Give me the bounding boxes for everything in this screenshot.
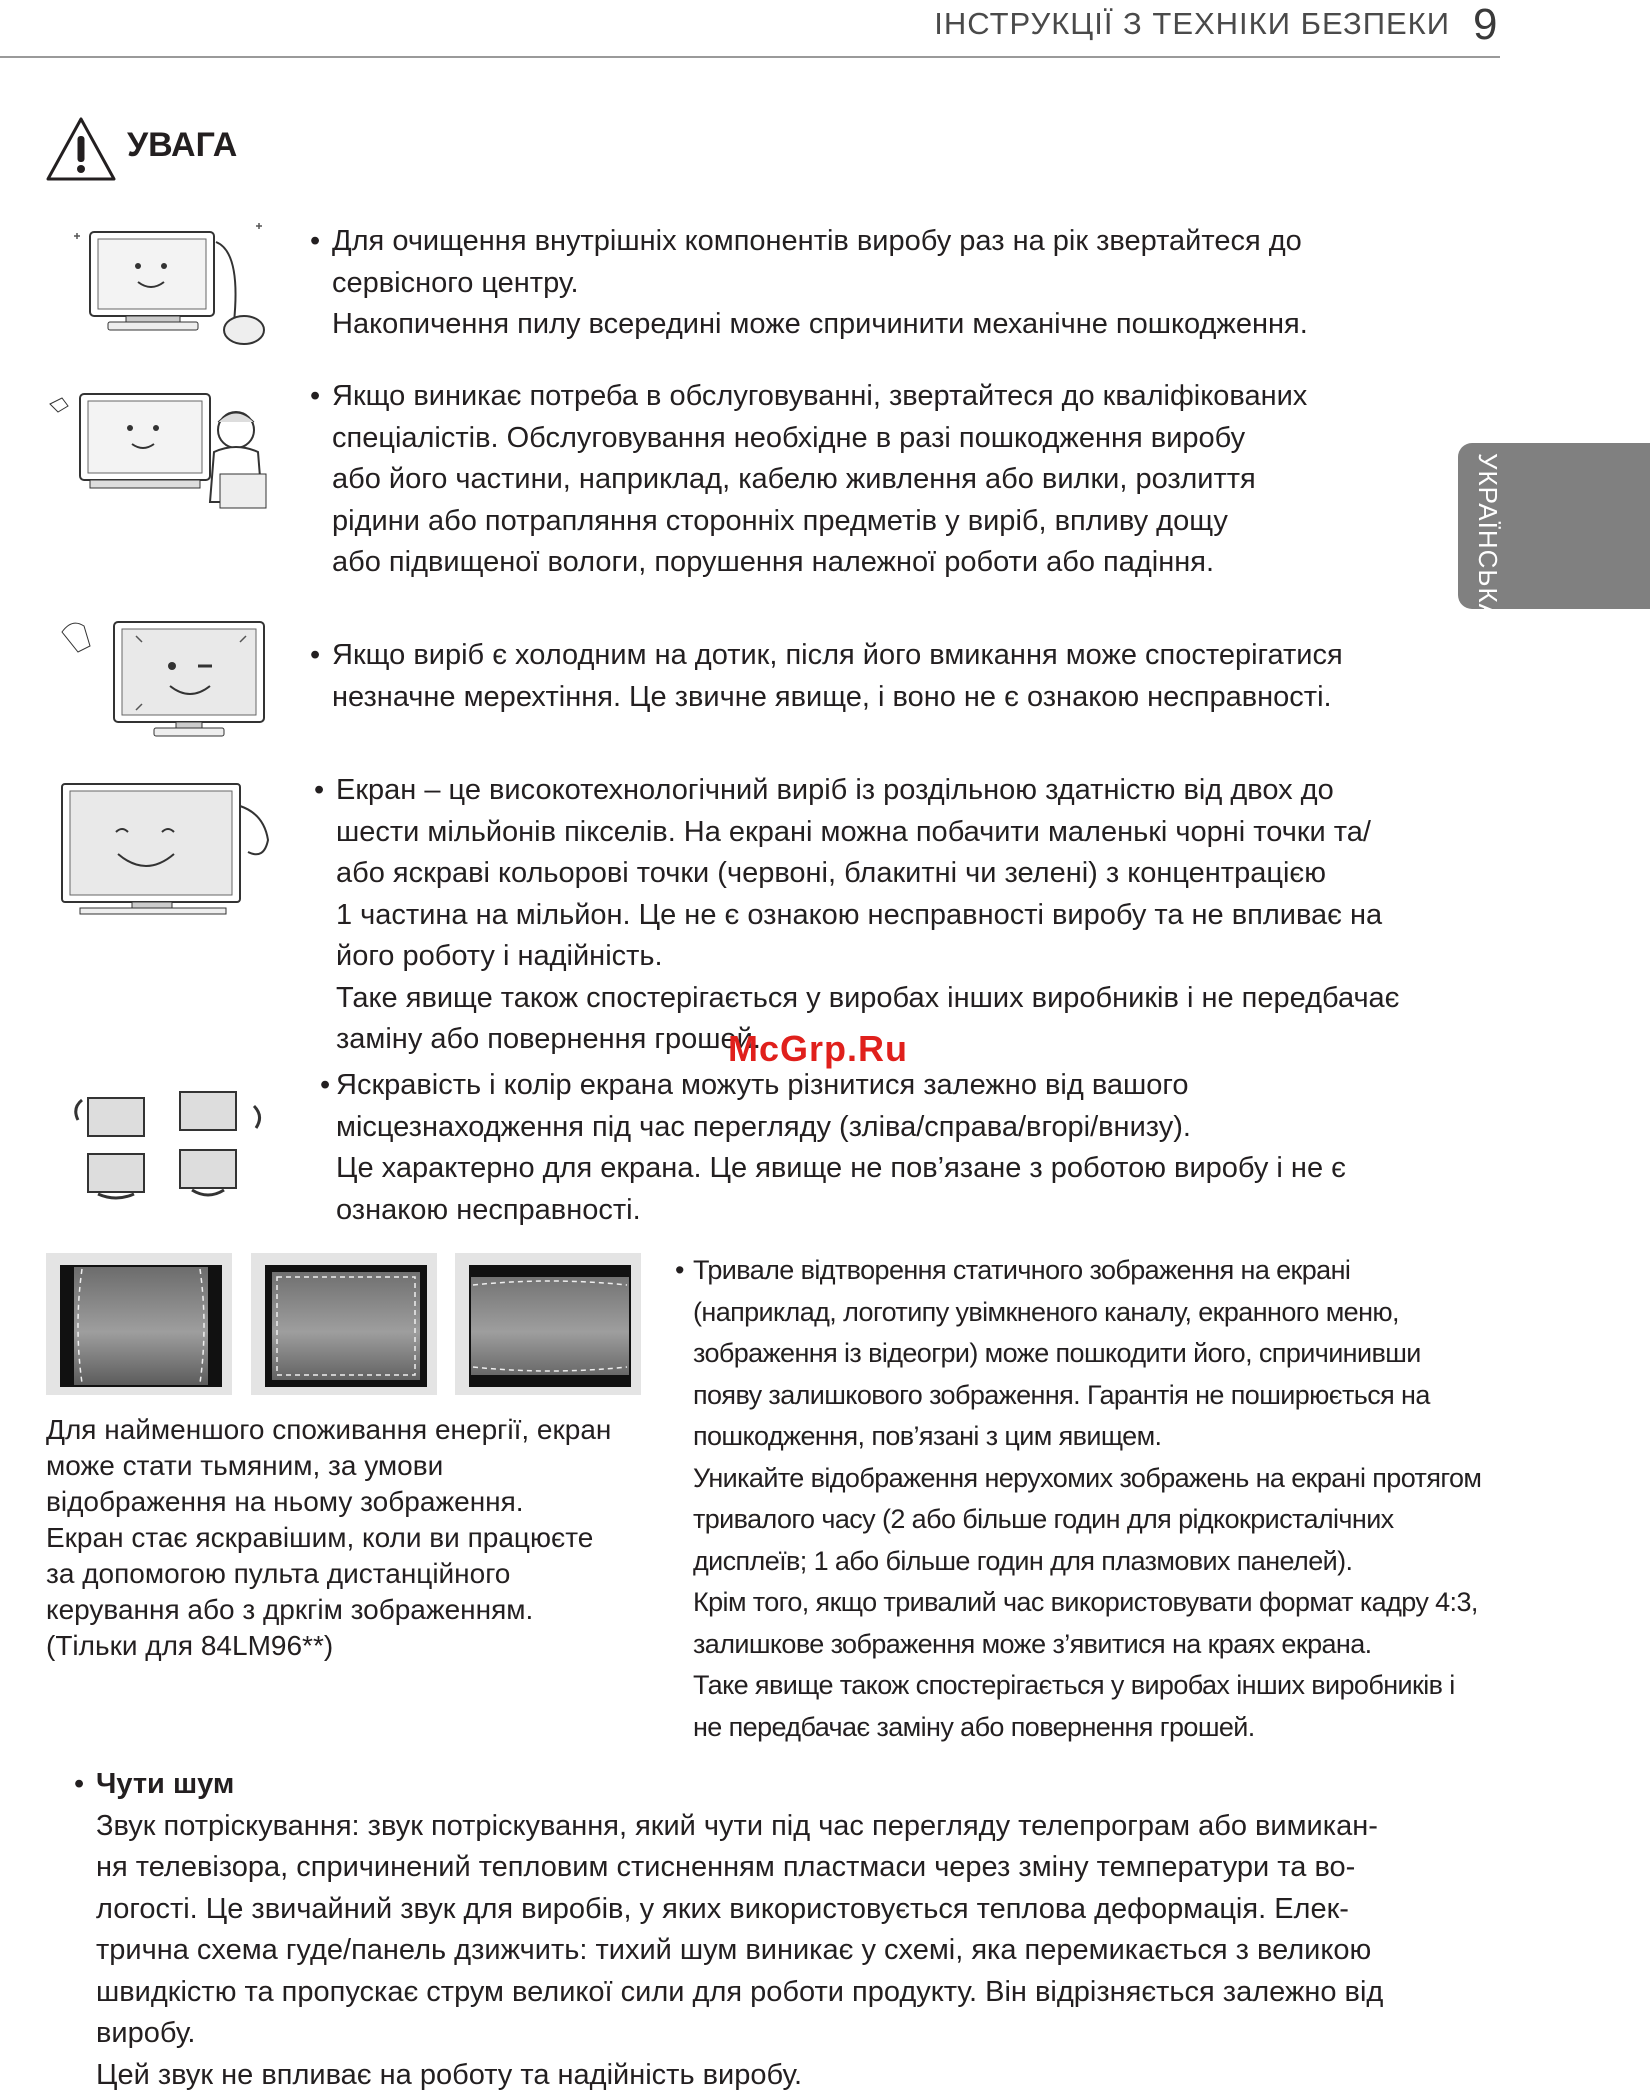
bullet-dot: • <box>320 1065 330 1107</box>
bullet-line: Таке явище також спостерігається у виробах інших виробників і <box>693 1665 1523 1707</box>
bullet-line: місцезнаходження під час перегляду (зліва/справа/вгорі/внизу). <box>336 1107 1436 1149</box>
bullet-flicker <box>332 635 1432 718</box>
noise-line: Звук потріскування: звук потріскування, який чути під час перегляду телепрограм або вимикан- <box>96 1806 1516 1848</box>
bullet-line: Якщо виріб є холодним на дотик, після його вмикання може спостерігатися <box>332 635 1432 677</box>
bullet-dot: • <box>675 1250 684 1292</box>
energy-note-line: відображення на ньому зображення. <box>46 1484 666 1520</box>
bullet-line: його роботу і надійність. <box>336 936 1486 978</box>
tv-smiling-illustration <box>58 780 280 920</box>
tv-winking-illustration <box>58 612 278 742</box>
bullet-line: або його частини, наприклад, кабелю живлення або вилки, розлиття <box>332 459 1432 501</box>
noise-line: швидкістю та пропускає струм великої сили для роботи продукту. Він відрізняється залежно від <box>96 1972 1516 2014</box>
bullet-line: спеціалістів. Обслуговування необхідне в разі пошкодження виробу <box>332 418 1432 460</box>
page-number: 9 <box>1473 0 1497 50</box>
energy-note-line: (Тільки для 84LM96**) <box>46 1628 666 1664</box>
static-image-thumbnail-letterbox <box>455 1253 641 1395</box>
bullet-line: Таке явище також спостерігається у виробах інших виробників і не передбачає <box>336 978 1486 1020</box>
bullet-line: сервісного центру. <box>332 263 1432 305</box>
bullet-dot: • <box>310 635 320 677</box>
tv-viewing-angles-illustration <box>68 1084 268 1200</box>
bullet-line: незначне мерехтіння. Це звичне явище, і воно не є ознакою несправності. <box>332 677 1432 719</box>
bullet-cleaning <box>332 221 1432 346</box>
bullet-dot: • <box>310 221 320 263</box>
energy-note-line: керування або з дркгім зображенням. <box>46 1592 666 1628</box>
static-image-thumbnail-pillarbox <box>46 1253 232 1395</box>
bullet-line: 1 частина на мільйон. Це не є ознакою несправності виробу та не впливає на <box>336 895 1486 937</box>
tv-service-technician-illustration <box>44 382 284 522</box>
energy-note-line: за допомогою пульта дистанційного <box>46 1556 666 1592</box>
bullet-line: Накопичення пилу всередині може спричинити механічне пошкодження. <box>332 304 1432 346</box>
energy-note-line: може стати тьмяним, за умови <box>46 1448 666 1484</box>
tv-vacuum-illustration <box>66 212 266 347</box>
caution-title: УВАГА <box>127 126 237 165</box>
bullet-viewing-angle <box>336 1065 1436 1231</box>
noise-title: Чути шум <box>96 1764 1516 1806</box>
bullet-line: зображення із відеогри) може пошкодити його, спричинивши <box>693 1333 1523 1375</box>
static-image-thumbnail-windowbox <box>251 1253 437 1395</box>
energy-note-line: Екран стає яскравішим, коли ви працюєте <box>46 1520 666 1556</box>
noise-line: виробу. <box>96 2013 1516 2055</box>
bullet-line: Уникайте відображення нерухомих зображень на екрані протягом <box>693 1458 1523 1500</box>
noise-line: трична схема гуде/панель дзижчить: тихий шум виникає у схемі, яка перемикається з великою <box>96 1930 1516 1972</box>
section-title: ІНСТРУКЦІЇ З ТЕХНІКИ БЕЗПЕКИ <box>934 6 1450 42</box>
energy-note <box>46 1412 666 1664</box>
header-rule <box>0 56 1500 58</box>
noise-section <box>96 1764 1516 2096</box>
bullet-dot: • <box>310 376 320 418</box>
noise-line: логості. Це звичайний звук для виробів, у яких використовується теплова деформація. Елек- <box>96 1889 1516 1931</box>
bullet-static-image <box>693 1250 1523 1748</box>
bullet-dot: • <box>74 1764 84 1806</box>
warning-icon <box>45 116 117 182</box>
bullet-line: рідини або потрапляння сторонніх предметів у виріб, впливу дощу <box>332 501 1432 543</box>
bullet-line: Для очищення внутрішніх компонентів виробу раз на рік звертайтеся до <box>332 221 1432 263</box>
bullet-line: Крім того, якщо тривалий час використовувати формат кадру 4:3, <box>693 1582 1523 1624</box>
bullet-line: пошкодження, пов’язані з цим явищем. <box>693 1416 1523 1458</box>
bullet-line: не передбачає заміну або повернення грошей. <box>693 1707 1523 1749</box>
bullet-line: заміну або повернення грошей. <box>336 1019 1486 1061</box>
bullet-line: (наприклад, логотипу увімкненого каналу, екранного меню, <box>693 1292 1523 1334</box>
watermark: McGrp.Ru <box>728 1028 908 1070</box>
bullet-line: або яскраві кольорові точки (червоні, блакитні чи зелені) з концентрацією <box>336 853 1486 895</box>
language-tab <box>1458 443 1650 609</box>
bullet-line: Це характерно для екрана. Це явище не пов’язане з роботою виробу і не є <box>336 1148 1436 1190</box>
bullet-dot: • <box>314 770 324 812</box>
language-tab-label: УКРАЇНСЬКА <box>1472 453 1503 622</box>
energy-note-line: Для найменшого споживання енергії, екран <box>46 1412 666 1448</box>
bullet-line: появу залишкового зображення. Гарантія не поширюється на <box>693 1375 1523 1417</box>
windowbox-frame-lines <box>265 1265 427 1387</box>
bullet-service <box>332 376 1432 584</box>
bullet-line: або підвищеної вологи, порушення належної роботи або падіння. <box>332 542 1432 584</box>
bullet-line: залишкове зображення може з’явитися на краях екрана. <box>693 1624 1523 1666</box>
bullet-line: шести мільйонів пікселів. На екрані можна побачити маленькі чорні точки та/ <box>336 812 1486 854</box>
bullet-line: дисплеїв; 1 або більше годин для плазмових панелей). <box>693 1541 1523 1583</box>
letterbox-frame-lines <box>469 1265 631 1387</box>
bullet-line: Тривале відтворення статичного зображення на екрані <box>693 1250 1523 1292</box>
noise-line: Цей звук не впливає на роботу та надійність виробу. <box>96 2055 1516 2096</box>
bullet-line: ознакою несправності. <box>336 1190 1436 1232</box>
bullet-line: Екран – це високотехнологічний виріб із роздільною здатністю від двох до <box>336 770 1486 812</box>
bullet-pixels <box>336 770 1486 1061</box>
noise-line: ня телевізора, спричинений тепловим стисненням пластмаси через зміну температури та во- <box>96 1847 1516 1889</box>
bullet-line: Яскравість і колір екрана можуть різнитися залежно від вашого <box>336 1065 1436 1107</box>
pillarbox-frame-lines <box>60 1265 222 1387</box>
bullet-line: тривалого часу (2 або більше годин для рідкокристалічних <box>693 1499 1523 1541</box>
bullet-line: Якщо виникає потреба в обслуговуванні, звертайтеся до кваліфікованих <box>332 376 1432 418</box>
